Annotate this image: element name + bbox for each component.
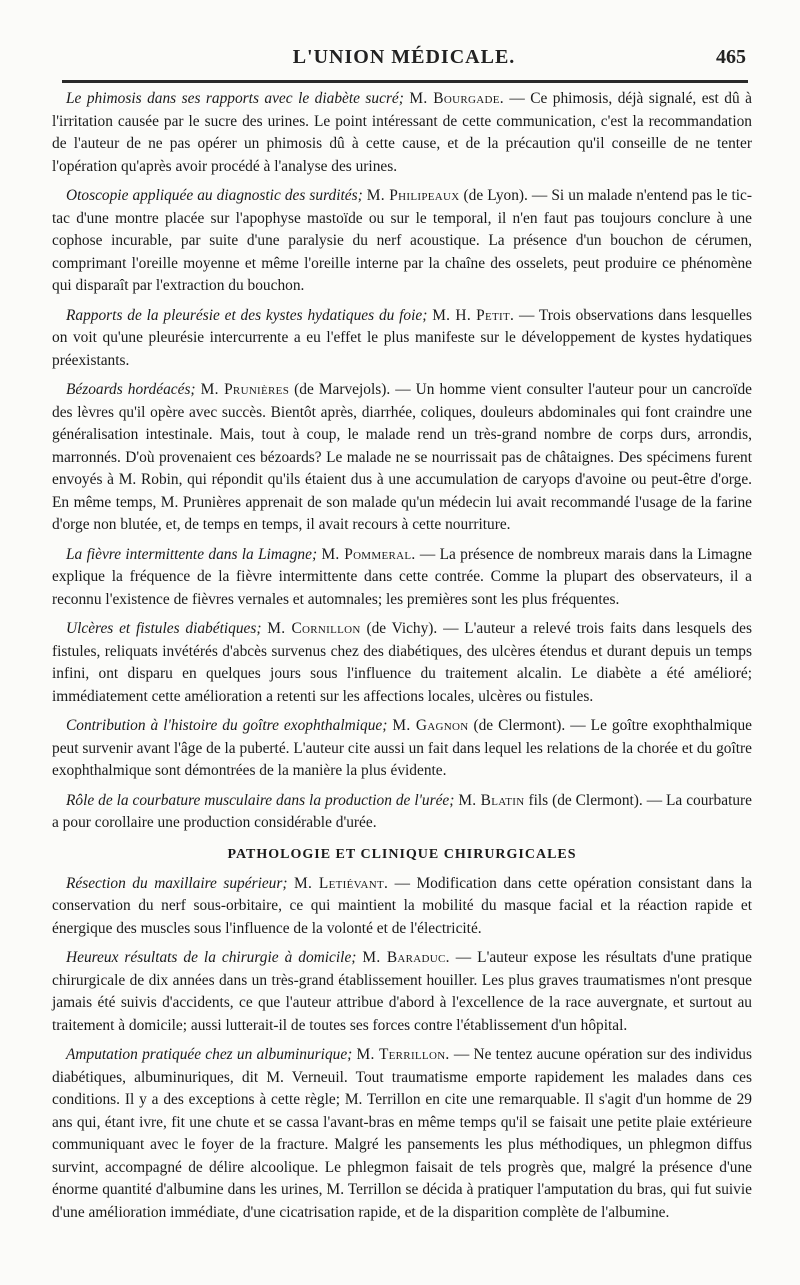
paragraph-text: (de Marvejols). — Un homme vient consulter l'auteur pour un cancroïde des lèvres qu'il opère avec succès. Bientôt après, diarrhée, coliques, douleurs abdominales qui font craindre une généralisation intestinale. Mais, tout à coup, le malade rend un très-grand nombre de corps durs, arrondis, marronnés. D'où provenaient ces bézoards? Le malade ne se nourrissait pas de châtaignes. Des spécimens furent envoyés à M. Robin, qui répondit qu'ils étaient dus à une accumulation de caryops d'avoine ou peut-être d'orge. En même temps, M. Prunières apprenait de son malade qu'un médecin lui avait recommandé l'usage de la farine d'orge non blutée, et, de temps en temps, il avait recours à cette nourriture. <box>52 381 752 533</box>
running-head <box>62 42 746 76</box>
paragraph-author: M. Bourgade. <box>409 90 504 107</box>
paragraph-author: M. Philipeaux <box>366 187 460 204</box>
paragraph-title: Ulcères et fistules diabétiques; <box>66 620 262 637</box>
paragraph-chirurgie-domicile <box>52 947 752 1037</box>
paragraph-amputation <box>52 1044 752 1224</box>
paragraph-author: M. Terrillon. <box>356 1046 450 1063</box>
paragraph-title: Rapports de la pleurésie et des kystes hydatiques du foie; <box>66 306 428 324</box>
paragraph-author: M. Blatin <box>458 791 525 809</box>
paragraph-fievre <box>52 544 752 612</box>
paragraph-title: La fièvre intermittente dans la Limagne; <box>66 545 318 563</box>
paragraph-author: M. Pommeral. <box>321 545 416 563</box>
paragraph-otoscopie <box>52 185 752 298</box>
header-rule <box>62 80 748 83</box>
paragraph-author: M. H. Petit. <box>432 306 515 324</box>
paragraph-pleuresie <box>52 305 752 373</box>
paragraph-text: — Ne tentez aucune opération sur des individus diabétiques, albuminuriques, dit M. Verneuil. Tout traumatisme emporte rapidement les malades dans ces conditions. Il y a des exceptions à cette règle; M. Terrillon en cite une remarquable. Il s'agit d'un homme de 29 ans qui, étant ivre, fit une chute et se cassa l'avant-bras en même temps qu'il se faisait une petite plaie extérieure communiquant avec le foyer de la fracture. Malgré les pansements les plus méthodiques, un phlegmon diffus survint, accompagné de délire alcoolique. Le phlegmon faisait de tels progrès que, malgré la présence d'une énorme quantité d'albumine dans les urines, M. Terrillon se décida à pratiquer l'amputation du bras, qui fut suivie d'une amélioration immédiate, d'une cicatrisation rapide, et de la disparition complète de l'albumine. <box>52 1046 752 1221</box>
paragraph-text: — L'auteur expose les résultats d'une pratique chirurgicale de dix années dans un très-grand établissement houiller. Les plus graves traumatismes n'ont presque jamais été suivis d'accidents, ce que l'auteur attribue d'abord à l'excellence de la race auvergnate, et surtout au traitement à domicile; aussi lutterait-il de toutes ses forces contre l'établissement d'un hôpital. <box>52 949 752 1034</box>
paragraph-title: Otoscopie appliquée au diagnostic des surdités; <box>66 187 363 204</box>
running-title: L'UNION MÉDICALE. <box>292 46 516 68</box>
paragraph-bezoards <box>52 379 752 537</box>
paragraph-title: Contribution à l'histoire du goître exophthalmique; <box>66 717 388 734</box>
paragraph-courbature <box>52 790 752 835</box>
paragraph-title: Le phimosis dans ses rapports avec le diabète sucré; <box>66 90 404 107</box>
paragraph-text: (de Clermont). — Le goître exophthalmique peut survenir avant l'âge de la puberté. L'auteur cite aussi un fait dans lequel les relations de la chorée et du goître exophthalmique sont démontrées de la manière la plus évidente. <box>52 717 753 779</box>
paragraph-goitre <box>52 715 752 783</box>
paragraph-text: fils (de Clermont). — La courbature a pour corollaire une production considérable d'urée. <box>52 791 753 831</box>
paragraph-ulceres <box>52 618 752 708</box>
paragraph-author: M. Gagnon <box>392 717 469 734</box>
paragraph-title: Heureux résultats de la chirurgie à domicile; <box>66 949 357 966</box>
paragraph-author: M. Baraduc. <box>362 949 450 966</box>
paragraph-title: Rôle de la courbature musculaire dans la production de l'urée; <box>66 791 455 809</box>
paragraph-text: — Ce phimosis, déjà signalé, est dû à l'irritation causée par le sucre des urines. Le point intéressant de cette communication, c'est la recommandation de l'auteur de ne pas opérer un phimosis dû à cette cause, et de la précaution qu'il conseille de ne tenter l'opération qu'après avoir procédé à l'analyse des urines. <box>52 90 752 175</box>
article-body <box>52 88 752 1231</box>
paragraph-author: M. Cornillon <box>267 620 361 637</box>
paragraph-title: Résection du maxillaire supérieur; <box>66 874 288 892</box>
paragraph-phimosis <box>52 88 752 178</box>
paragraph-text: (de Lyon). — Si un malade n'entend pas le tic-tac d'une montre placée sur l'apophyse mastoïde ou sur le temporal, il n'en faut pas toujours conclure à une cophose incurable, par suite d'une paralysie du nerf acoustique. La présence d'un bouchon de cérumen, comprimant l'oreille moyenne et même l'oreille interne par la chaîne des osselets, peut produire ce phénomène qui disparaît par l'extraction du bouchon. <box>52 187 753 294</box>
section-heading: PATHOLOGIE ET CLINIQUE CHIRURGICALES <box>227 846 577 862</box>
paragraph-title: Amputation pratiquée chez un albuminurique; <box>66 1046 353 1063</box>
paragraph-title: Bézoards hordéacés; <box>66 381 196 398</box>
paragraph-text: — La présence de nombreux marais dans la Limagne explique la fréquence de la fièvre intermittente dans cette contrée. Comme la plupart des observateurs, il a reconnu l'existence de fièvres vernales et automnales; les premières sont les plus fréquentes. <box>52 545 752 608</box>
paragraph-text: — Trois observations dans lesquelles on voit qu'une pleurésie intercurrente a eu l'effet le plus manifeste sur le développement de kystes hydatiques préexistants. <box>52 306 752 369</box>
paragraph-text: (de Vichy). — L'auteur a relevé trois faits dans lesquels des fistules, reliquats invétérés d'abcès survenus chez des diabétiques, des ulcères étendus et durant depuis un temps infini, ont disparu en quelques jours sous l'influence du traitement alcalin. Le diabète a été amélioré; immédiatement cette amélioration a retenti sur les affections locales, ulcères ou fistules. <box>52 620 752 705</box>
paragraph-author: M. Prunières <box>200 381 290 398</box>
paragraph-resection <box>52 873 752 941</box>
paragraph-text: — Modification dans cette opération consistant dans la conservation du nerf sous-orbitaire, ce qui maintient la mobilité du masque facial et la réaction rapide et énergique des muscles sous l'influence de la volonté et de l'électricité. <box>52 874 752 937</box>
paragraph-author: M. Letiévant. <box>293 874 389 892</box>
page-number: 465 <box>716 46 746 68</box>
